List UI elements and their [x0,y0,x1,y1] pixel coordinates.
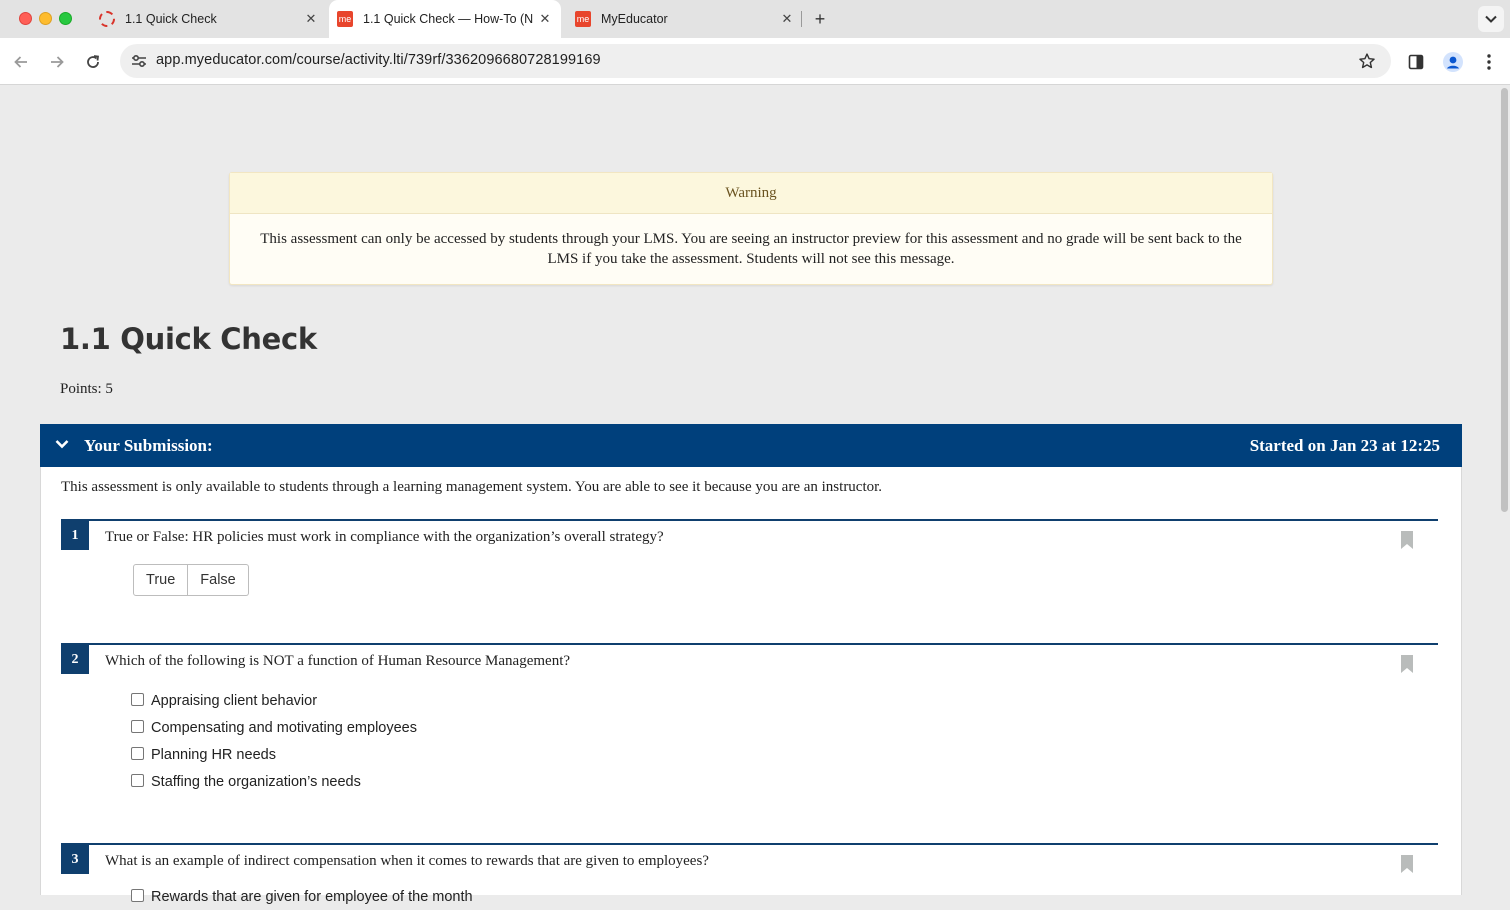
question-text: What is an example of indirect compensation when it comes to rewards that are given to employees? [105,853,709,869]
question-2 [61,643,1438,843]
browser-menu-button[interactable] [1477,50,1501,74]
reload-icon [85,54,101,70]
url-text: app.myeducator.com/course/activity.lti/739rf/3362096680728199169 [156,52,601,68]
myeducator-icon: me [575,11,591,27]
option-label: Planning HR needs [151,746,276,763]
close-icon[interactable]: ✕ [781,11,793,26]
true-button[interactable]: True [133,564,188,596]
browser-tab-bar [0,0,1510,38]
tune-icon [131,54,147,68]
false-button[interactable]: False [188,564,248,596]
maximize-window-button[interactable] [59,12,72,25]
close-icon[interactable]: ✕ [539,11,551,26]
tab-title: 1.1 Quick Check — How-To (N [363,12,534,26]
page-content [0,86,1498,905]
reload-button[interactable] [81,50,105,74]
new-tab-button[interactable]: + [814,8,826,29]
option-item[interactable] [131,741,417,768]
question-text: True or False: HR policies must work in compliance with the organization’s overall strategy? [105,529,664,545]
option-checkbox[interactable] [131,693,144,706]
page-title: 1.1 Quick Check [60,322,317,356]
question-number: 3 [61,845,89,874]
submission-label: Your Submission: [84,436,213,455]
option-checkbox[interactable] [131,720,144,733]
arrow-right-icon [49,54,65,70]
option-checkbox[interactable] [131,747,144,760]
instructor-warning [229,172,1273,285]
warning-heading: Warning [230,173,1272,214]
close-window-button[interactable] [19,12,32,25]
warning-message: This assessment can only be accessed by students through your LMS. You are seeing an instructor preview for this assessment and no grade will be sent back to the LMS if you take the assessment. Students will not see this message. [260,231,1242,267]
avatar-icon [1443,52,1463,72]
arrow-left-icon [13,54,29,70]
tab-divider [801,11,802,27]
tab-search-button[interactable] [1478,6,1504,32]
browser-toolbar [0,38,1510,85]
points-label: Points: 5 [60,381,113,397]
tab-myeducator[interactable] [575,0,795,38]
more-vertical-icon [1487,54,1491,70]
tab-title: MyEducator [601,12,668,26]
option-checkbox[interactable] [131,774,144,787]
side-panel-button[interactable] [1404,50,1428,74]
site-settings-icon[interactable] [128,50,150,72]
myeducator-icon: me [337,11,353,27]
question-1 [61,519,1438,643]
chevron-down-icon [1485,15,1497,23]
option-item[interactable] [131,714,417,741]
bookmark-icon[interactable] [1401,655,1413,673]
address-bar[interactable] [120,44,1391,78]
tab-quick-check-how-to[interactable] [329,0,561,38]
forward-button[interactable] [45,50,69,74]
question-text: Which of the following is NOT a function of Human Resource Management? [105,653,571,669]
question-number: 1 [61,521,89,550]
true-false-group [133,564,249,596]
minimize-window-button[interactable] [39,12,52,25]
question-number: 2 [61,645,89,674]
close-icon[interactable]: ✕ [305,11,317,26]
options-list [131,883,473,910]
profile-button[interactable] [1441,50,1465,74]
instructor-notice: This assessment is only available to students through a learning management system. You are able to see it because you are an instructor. [61,479,883,495]
submission-panel [40,467,1462,905]
option-label: Appraising client behavior [151,692,318,709]
bookmark-icon[interactable] [1401,855,1413,873]
option-label: Rewards that are given for employee of the month [151,888,473,905]
star-icon [1358,52,1376,70]
scrollbar-thumb[interactable] [1501,88,1508,512]
back-button[interactable] [9,50,33,74]
option-label: Staffing the organization’s needs [151,773,361,790]
bookmark-icon[interactable] [1401,531,1413,549]
tab-title: 1.1 Quick Check [125,12,217,26]
option-item[interactable] [131,768,417,795]
option-item[interactable] [131,687,417,714]
option-checkbox[interactable] [131,889,144,902]
chevron-down-icon[interactable] [54,436,70,452]
bookmark-star-icon[interactable] [1357,51,1377,71]
side-panel-icon [1408,54,1424,70]
page-scrollbar[interactable] [1498,86,1510,895]
spinner-icon [99,11,115,27]
submission-header[interactable] [40,424,1462,467]
options-list [131,687,417,795]
started-timestamp: Started on Jan 23 at 12:25 [1249,436,1440,455]
option-item[interactable] [131,883,473,910]
question-3 [61,843,1438,905]
option-label: Compensating and motivating employees [151,719,417,736]
tab-quick-check[interactable] [99,0,319,38]
